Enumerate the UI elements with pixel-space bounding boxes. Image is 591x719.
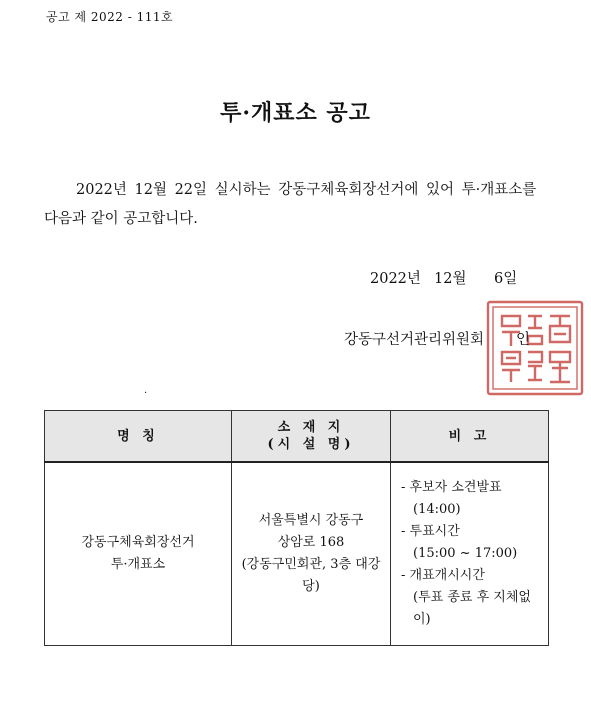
date-day: 6일 xyxy=(494,271,518,287)
committee-name: 강동구선거관리위원회 xyxy=(344,332,485,348)
page-title: 투·개표소 공고 xyxy=(220,100,371,126)
notice-number: 공고 제 2022 - 111호 xyxy=(46,10,174,24)
body-line-1: 2022년 12월 22일 실시하는 강동구체육회장선거에 있어 투·개표소를 xyxy=(76,182,537,198)
cell-name-line1: 강동구체육회장선거 xyxy=(81,535,195,550)
cell-remarks xyxy=(391,462,549,646)
remarks-item: (14:00) xyxy=(413,502,461,517)
seal-mark: 인 xyxy=(516,332,531,348)
announcement-body xyxy=(44,176,564,234)
official-seal-icon xyxy=(482,296,588,400)
dot-mark: · xyxy=(144,388,148,399)
cell-location-line1: 서울특별시 강동구 xyxy=(258,513,364,528)
remarks-item: - 투표시간 xyxy=(401,524,460,539)
header-location xyxy=(232,411,391,463)
table-header-row xyxy=(45,411,549,463)
polling-station-table xyxy=(44,410,549,646)
cell-name-line2: 투·개표소 xyxy=(110,557,166,572)
header-location-line1: 소 재 지 xyxy=(277,420,345,435)
cell-name xyxy=(45,462,232,646)
remarks-item: - 개표개시시간 xyxy=(401,568,485,583)
header-location-line2: (시 설 명) xyxy=(267,437,355,452)
remarks-list xyxy=(401,477,547,631)
date-month: 12월 xyxy=(434,271,467,287)
body-line-2: 다음과 같이 공고합니다. xyxy=(44,211,198,227)
cell-location-line2: 상암로 168 xyxy=(277,535,345,550)
remarks-item: - 후보자 소견발표 xyxy=(401,480,502,495)
remarks-item: (15:00 ~ 17:00) xyxy=(413,546,518,561)
cell-location-line3: (강동구민회관, 3층 대강당) xyxy=(241,557,381,594)
table-row xyxy=(45,462,549,646)
date-year: 2022년 xyxy=(370,271,421,287)
header-name: 명 칭 xyxy=(45,411,232,463)
cell-location xyxy=(232,462,391,646)
header-remarks: 비 고 xyxy=(391,411,549,463)
remarks-item: (투표 종료 후 지체없이) xyxy=(413,590,531,627)
